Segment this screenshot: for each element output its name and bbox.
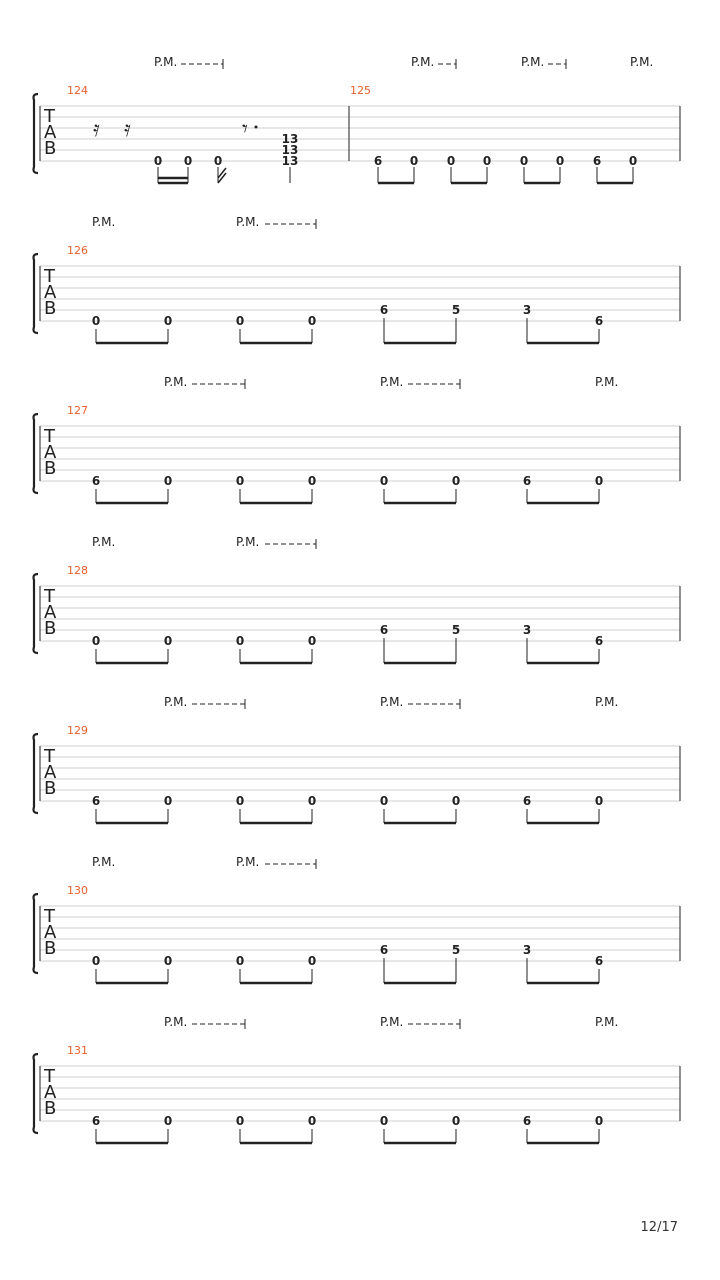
fret-number: 0	[379, 1114, 389, 1128]
palm-mute-label: P.M.	[521, 55, 545, 69]
fret-number: 6	[373, 154, 383, 168]
fret-number: 0	[91, 634, 101, 648]
rest-symbol: 𝄿	[124, 117, 131, 142]
fret-number: 0	[555, 154, 565, 168]
fret-number: 5	[451, 303, 461, 317]
fret-number: 0	[235, 1114, 245, 1128]
fret-number: 6	[594, 634, 604, 648]
fret-number: 0	[163, 474, 173, 488]
palm-mute-label: P.M.	[236, 215, 260, 229]
tab-clef-letter: B	[44, 618, 57, 639]
note-flag	[218, 168, 226, 183]
fret-number: 5	[451, 623, 461, 637]
tab-clef-letter: T	[44, 1066, 55, 1087]
palm-mute-label: P.M.	[92, 215, 116, 229]
palm-mute-label: P.M.	[92, 535, 116, 549]
tab-clef-letter: B	[44, 138, 57, 159]
fret-number: 0	[307, 314, 317, 328]
rest-symbol: 𝄾	[242, 117, 248, 142]
tab-clef-letter: A	[44, 1082, 57, 1103]
fret-number: 0	[163, 794, 173, 808]
tab-clef-letter: A	[44, 922, 57, 943]
system-bracket	[34, 734, 39, 813]
fret-number: 0	[307, 474, 317, 488]
fret-number: 0	[235, 634, 245, 648]
fret-number: 0	[446, 154, 456, 168]
measure-number: 130	[67, 884, 88, 897]
fret-number: 0	[379, 794, 389, 808]
chord-fret-number: 13	[281, 132, 299, 146]
palm-mute-label: P.M.	[595, 1015, 619, 1029]
tab-clef-letter: A	[44, 762, 57, 783]
fret-number: 6	[379, 623, 389, 637]
palm-mute-label: P.M.	[411, 55, 435, 69]
fret-number: 0	[235, 314, 245, 328]
palm-mute-label: P.M.	[595, 375, 619, 389]
tab-clef-letter: A	[44, 122, 57, 143]
fret-number: 6	[522, 474, 532, 488]
palm-mute-label: P.M.	[92, 855, 116, 869]
tab-clef-letter: B	[44, 298, 57, 319]
rest-symbol: 𝄿	[93, 117, 100, 142]
tab-clef-letter: B	[44, 938, 57, 959]
palm-mute-label: P.M.	[236, 535, 260, 549]
fret-number: 6	[594, 954, 604, 968]
fret-number: 6	[379, 943, 389, 957]
measure-number: 131	[67, 1044, 88, 1057]
palm-mute-label: P.M.	[380, 695, 404, 709]
tab-clef-letter: A	[44, 602, 57, 623]
system-bracket	[34, 574, 39, 653]
fret-number: 5	[451, 943, 461, 957]
tab-clef-letter: T	[44, 266, 55, 287]
fret-number: 0	[91, 314, 101, 328]
fret-number: 6	[91, 1114, 101, 1128]
fret-number: 0	[628, 154, 638, 168]
fret-number: 0	[235, 794, 245, 808]
fret-number: 6	[379, 303, 389, 317]
fret-number: 3	[522, 623, 532, 637]
system-bracket	[34, 1054, 39, 1133]
chord-fret-number: 13	[281, 154, 299, 168]
fret-number: 0	[519, 154, 529, 168]
fret-number: 6	[91, 794, 101, 808]
fret-number: 6	[91, 474, 101, 488]
fret-number: 0	[482, 154, 492, 168]
fret-number: 6	[594, 314, 604, 328]
tab-clef-letter: A	[44, 442, 57, 463]
fret-number: 0	[235, 954, 245, 968]
fret-number: 0	[153, 154, 163, 168]
fret-number: 3	[522, 943, 532, 957]
tab-clef-letter: T	[44, 426, 55, 447]
fret-number: 0	[213, 154, 223, 168]
fret-number: 0	[307, 1114, 317, 1128]
fret-number: 0	[594, 794, 604, 808]
page-number: 12/17	[640, 1220, 678, 1235]
tab-clef-letter: B	[44, 1098, 57, 1119]
palm-mute-label: P.M.	[164, 375, 188, 389]
measure-number: 125	[350, 84, 371, 97]
fret-number: 0	[451, 474, 461, 488]
measure-number: 128	[67, 564, 88, 577]
fret-number: 0	[163, 1114, 173, 1128]
tab-clef-letter: T	[44, 746, 55, 767]
fret-number: 0	[307, 634, 317, 648]
system-bracket	[34, 254, 39, 333]
tab-clef-letter: A	[44, 282, 57, 303]
fret-number: 0	[307, 794, 317, 808]
fret-number: 6	[522, 1114, 532, 1128]
fret-number: 0	[91, 954, 101, 968]
fret-number: 0	[163, 634, 173, 648]
system-bracket	[34, 894, 39, 973]
palm-mute-label: P.M.	[595, 695, 619, 709]
tab-clef-letter: T	[44, 586, 55, 607]
palm-mute-label: P.M.	[630, 55, 654, 69]
measure-number: 129	[67, 724, 88, 737]
fret-number: 0	[594, 474, 604, 488]
fret-number: 0	[409, 154, 419, 168]
fret-number: 0	[451, 1114, 461, 1128]
system-bracket	[34, 94, 39, 173]
measure-number: 124	[67, 84, 88, 97]
tab-clef-letter: B	[44, 778, 57, 799]
palm-mute-label: P.M.	[154, 55, 178, 69]
rest-dot	[255, 126, 258, 129]
fret-number: 0	[235, 474, 245, 488]
tab-clef-letter: T	[44, 906, 55, 927]
measure-number: 126	[67, 244, 88, 257]
system-bracket	[34, 414, 39, 493]
fret-number: 0	[163, 314, 173, 328]
palm-mute-label: P.M.	[164, 1015, 188, 1029]
fret-number: 3	[522, 303, 532, 317]
palm-mute-label: P.M.	[380, 375, 404, 389]
fret-number: 0	[451, 794, 461, 808]
measure-number: 127	[67, 404, 88, 417]
palm-mute-label: P.M.	[236, 855, 260, 869]
fret-number: 0	[307, 954, 317, 968]
fret-number: 0	[163, 954, 173, 968]
fret-number: 0	[379, 474, 389, 488]
fret-number: 6	[522, 794, 532, 808]
chord-fret-number: 13	[281, 143, 299, 157]
palm-mute-label: P.M.	[164, 695, 188, 709]
fret-number: 0	[594, 1114, 604, 1128]
tab-clef-letter: B	[44, 458, 57, 479]
tab-clef-letter: T	[44, 106, 55, 127]
palm-mute-label: P.M.	[380, 1015, 404, 1029]
fret-number: 6	[592, 154, 602, 168]
fret-number: 0	[183, 154, 193, 168]
